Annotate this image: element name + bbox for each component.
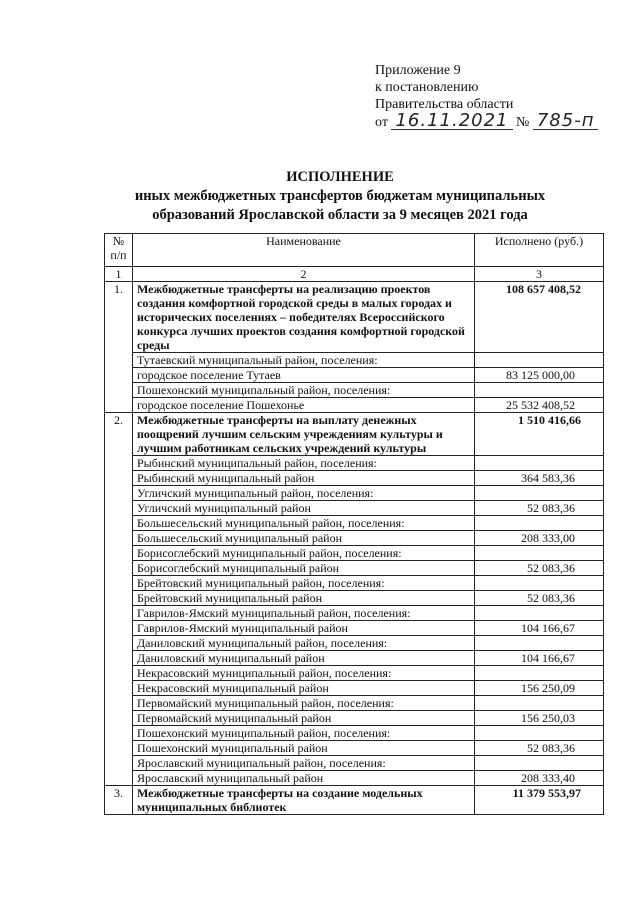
- table-index-row: [105, 267, 604, 282]
- row-name: городское поселение Тутаев: [133, 368, 475, 383]
- appendix-block: [375, 62, 598, 131]
- row-value: 208 333,00: [475, 531, 604, 546]
- document-title: [80, 168, 600, 225]
- row-value: [475, 726, 604, 741]
- table-row: [105, 756, 604, 771]
- section-number: 3.: [105, 786, 133, 815]
- row-name: Некрасовский муниципальный район, поселения:: [133, 666, 475, 681]
- appendix-title: Приложение 9: [375, 63, 461, 78]
- section-row: [105, 282, 604, 353]
- row-value: [475, 516, 604, 531]
- row-name: Первомайский муниципальный район, поселения:: [133, 696, 475, 711]
- section-title: Межбюджетные трансферты на выплату денежных поощрений лучшим сельским учреждениям культуры и лучшим работникам сельских учреждений культуры: [133, 413, 475, 456]
- table-row: [105, 726, 604, 741]
- table-row: [105, 368, 604, 383]
- row-name: Некрасовский муниципальный район: [133, 681, 475, 696]
- index-col-2: 2: [133, 267, 475, 282]
- handwritten-date: 16.11.2021: [391, 113, 512, 130]
- header-executed: Исполнено (руб.): [475, 234, 604, 267]
- table-row: [105, 531, 604, 546]
- section-title: Межбюджетные трансферты на создание модельных муниципальных библиотек: [133, 786, 475, 815]
- row-value: 156 250,09: [475, 681, 604, 696]
- row-value: 52 083,36: [475, 561, 604, 576]
- table-row: [105, 486, 604, 501]
- section-number: 1.: [105, 282, 133, 413]
- row-value: [475, 353, 604, 368]
- row-value: 104 166,67: [475, 621, 604, 636]
- row-value: 156 250,03: [475, 711, 604, 726]
- table-row: [105, 651, 604, 666]
- row-name: Рыбинский муниципальный район, поселения:: [133, 456, 475, 471]
- table-row: [105, 591, 604, 606]
- section-row: [105, 413, 604, 456]
- appendix-resolution: к постановлению: [375, 80, 479, 95]
- header-name: Наименование: [133, 234, 475, 267]
- index-col-3: 3: [475, 267, 604, 282]
- row-value: 52 083,36: [475, 591, 604, 606]
- table-row: [105, 606, 604, 621]
- table-row: [105, 471, 604, 486]
- row-name: Рыбинский муниципальный район: [133, 471, 475, 486]
- row-value: [475, 756, 604, 771]
- section-row: [105, 786, 604, 815]
- row-name: Пошехонский муниципальный район: [133, 741, 475, 756]
- table-row: [105, 636, 604, 651]
- section-total: 11 379 553,97: [475, 786, 604, 815]
- row-name: Ярославский муниципальный район: [133, 771, 475, 786]
- row-name: Гаврилов-Ямский муниципальный район, поселения:: [133, 606, 475, 621]
- row-value: 52 083,36: [475, 501, 604, 516]
- row-name: Большесельский муниципальный район: [133, 531, 475, 546]
- table-row: [105, 666, 604, 681]
- table-row: [105, 456, 604, 471]
- row-name: Борисоглебский муниципальный район, поселения:: [133, 546, 475, 561]
- section-total: 108 657 408,52: [475, 282, 604, 353]
- row-name: Первомайский муниципальный район: [133, 711, 475, 726]
- appendix-date-line: [375, 110, 598, 131]
- row-name: Брейтовский муниципальный район: [133, 591, 475, 606]
- row-value: 83 125 000,00: [475, 368, 604, 383]
- row-name: городское поселение Пошехонье: [133, 398, 475, 413]
- table-header-row: [105, 234, 604, 267]
- table-row: [105, 576, 604, 591]
- transfers-table: [104, 233, 604, 815]
- table-row: [105, 561, 604, 576]
- row-value: [475, 666, 604, 681]
- row-value: 208 333,40: [475, 771, 604, 786]
- section-title: Межбюджетные трансферты на реализацию проектов создания комфортной городской среды в малых городах и исторических поселениях – победителях Всероссийского конкурса лучших проектов создания комфортной городской среды: [133, 282, 475, 353]
- table-row: [105, 353, 604, 368]
- title-main: ИСПОЛНЕНИЕ: [286, 169, 394, 185]
- section-number: 2.: [105, 413, 133, 786]
- table-row: [105, 741, 604, 756]
- table-row: [105, 516, 604, 531]
- handwritten-number: 785-п: [533, 113, 599, 130]
- row-value: [475, 576, 604, 591]
- row-name: Борисоглебский муниципальный район: [133, 561, 475, 576]
- row-value: 364 583,36: [475, 471, 604, 486]
- appendix-government: Правительства области: [375, 97, 514, 112]
- row-value: [475, 383, 604, 398]
- row-name: Большесельский муниципальный район, поселения:: [133, 516, 475, 531]
- row-value: 25 532 408,52: [475, 398, 604, 413]
- table-row: [105, 696, 604, 711]
- row-value: 104 166,67: [475, 651, 604, 666]
- row-value: [475, 606, 604, 621]
- row-value: 52 083,36: [475, 741, 604, 756]
- section-total: 1 510 416,66: [475, 413, 604, 456]
- table-row: [105, 681, 604, 696]
- table-row: [105, 771, 604, 786]
- row-name: Ярославский муниципальный район, поселения:: [133, 756, 475, 771]
- row-name: Угличский муниципальный район: [133, 501, 475, 516]
- table-row: [105, 383, 604, 398]
- row-name: Гаврилов-Ямский муниципальный район: [133, 621, 475, 636]
- title-sub-2: образований Ярославской области за 9 месяцев 2021 года: [152, 207, 528, 223]
- table-row: [105, 546, 604, 561]
- row-value: [475, 636, 604, 651]
- from-label: от: [375, 115, 388, 130]
- table-row: [105, 398, 604, 413]
- row-name: Угличский муниципальный район, поселения:: [133, 486, 475, 501]
- header-num: № п/п: [105, 234, 133, 267]
- title-sub-1: иных межбюджетных трансфертов бюджетам муниципальных: [134, 188, 546, 204]
- row-name: Даниловский муниципальный район: [133, 651, 475, 666]
- row-value: [475, 546, 604, 561]
- row-name: Брейтовский муниципальный район, поселения:: [133, 576, 475, 591]
- row-value: [475, 696, 604, 711]
- row-name: Пошехонский муниципальный район, поселения:: [133, 383, 475, 398]
- row-name: Тутаевский муниципальный район, поселения:: [133, 353, 475, 368]
- row-value: [475, 456, 604, 471]
- table-row: [105, 711, 604, 726]
- row-value: [475, 486, 604, 501]
- table-row: [105, 621, 604, 636]
- number-label: №: [516, 115, 530, 130]
- index-col-1: 1: [105, 267, 133, 282]
- row-name: Пошехонский муниципальный район, поселения:: [133, 726, 475, 741]
- row-name: Даниловский муниципальный район, поселения:: [133, 636, 475, 651]
- table-row: [105, 501, 604, 516]
